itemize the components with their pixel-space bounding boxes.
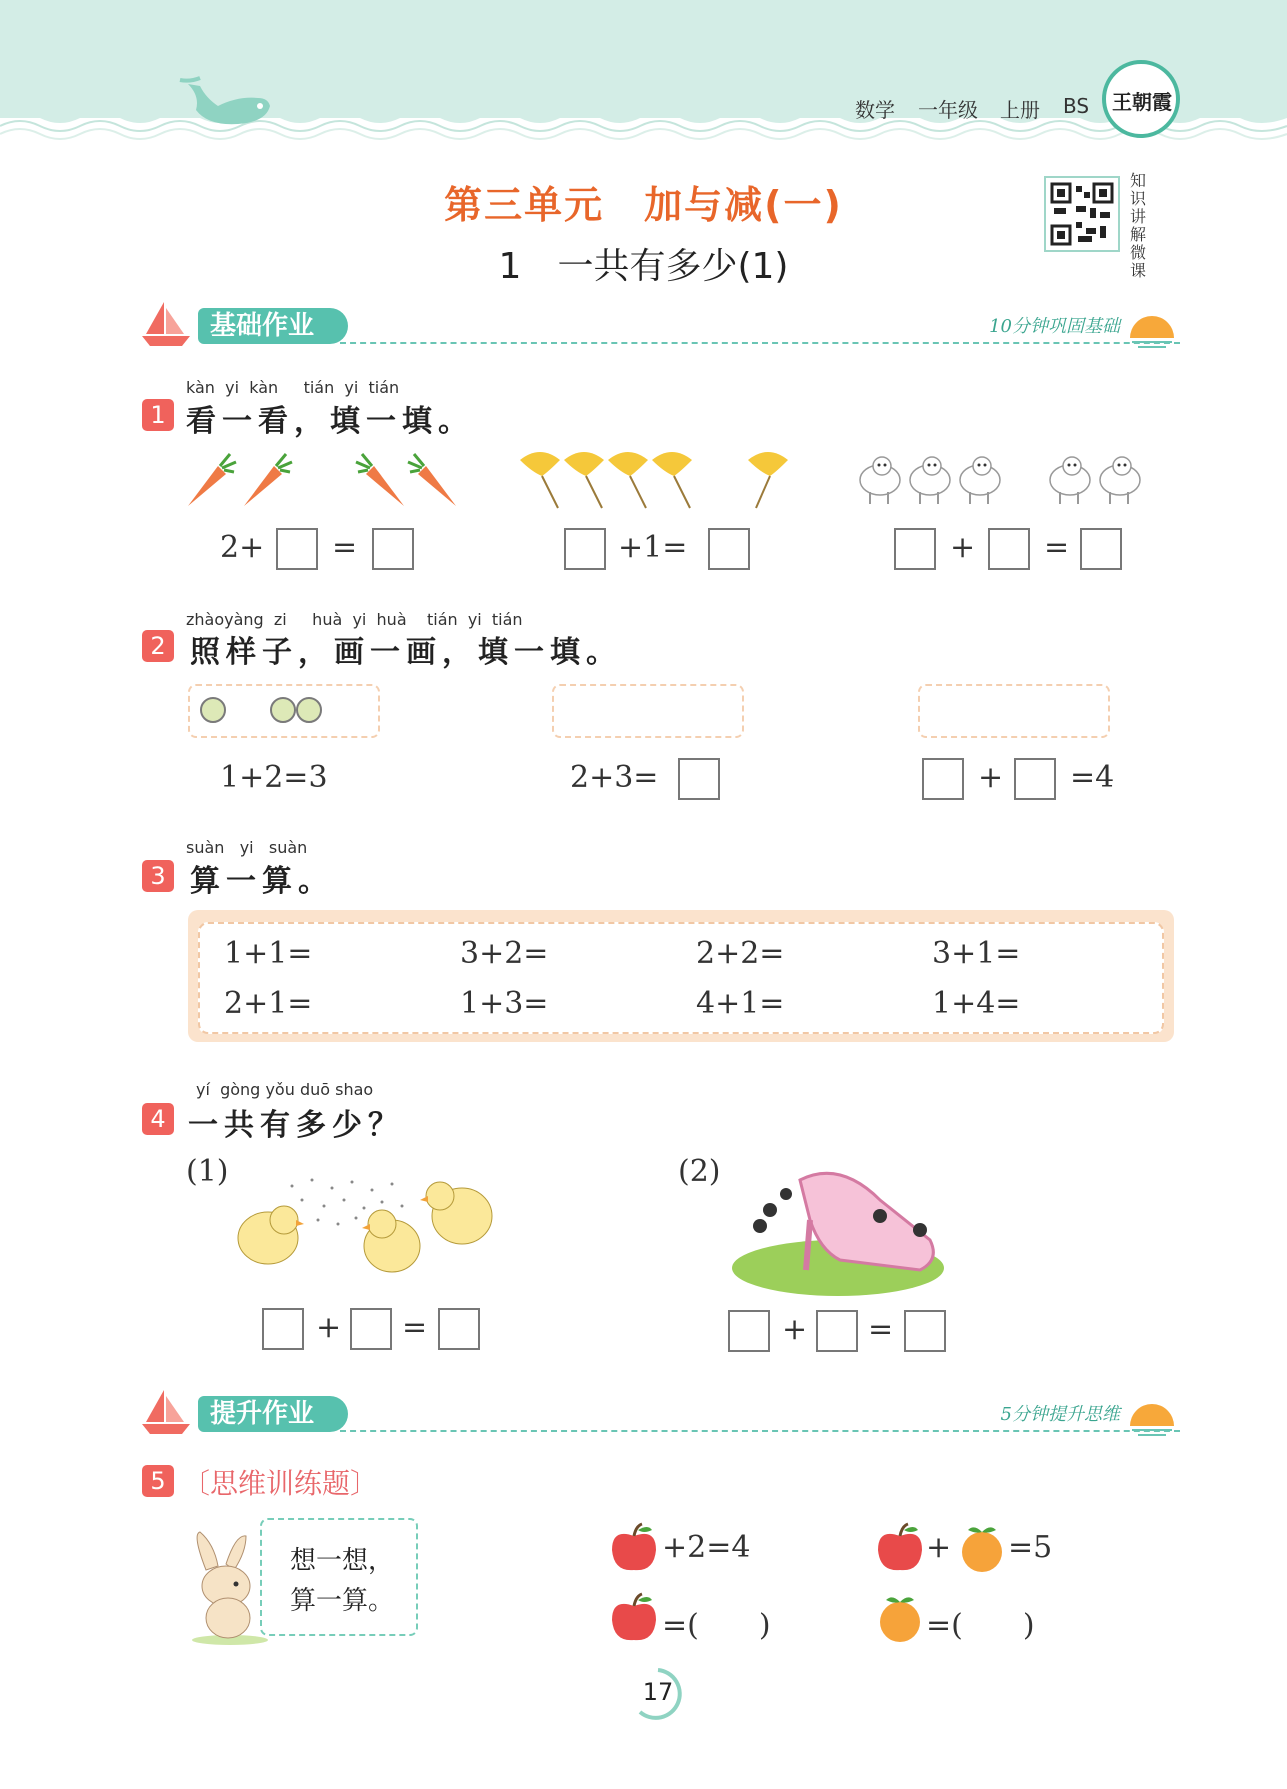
sheep-icon <box>960 457 1000 504</box>
calc-item: 1+4= <box>932 986 1021 1021</box>
header-edition: BS <box>1063 94 1090 118</box>
q2-task2-eq: 2+3= <box>570 760 659 795</box>
circle-marker <box>270 697 296 723</box>
section-divider <box>340 1430 1180 1432</box>
q1-pinyin <box>186 378 399 397</box>
apple-icon <box>874 1522 926 1574</box>
ginkgo-leaf-icon <box>564 452 604 508</box>
pinyin-syllable: shao <box>335 1080 374 1099</box>
q5-eq4[interactable]: =( ) <box>926 1608 1035 1643</box>
pinyin-syllable: gòng <box>220 1080 261 1099</box>
draw-area[interactable] <box>552 684 744 738</box>
q4-part2-plus: + <box>782 1312 808 1347</box>
draw-area[interactable] <box>918 684 1110 738</box>
draw-area-example <box>188 684 380 738</box>
calc-item: 4+1= <box>696 986 785 1021</box>
q1-number: 1 <box>142 399 174 431</box>
ginkgo-leaf-icon <box>608 452 648 508</box>
pinyin-syllable: yi <box>344 378 359 397</box>
sheep-icon <box>860 457 900 504</box>
calc-item: 1+3= <box>460 986 549 1021</box>
carrot-icon <box>356 454 404 506</box>
pinyin-syllable: kàn <box>249 378 279 397</box>
whale-icon <box>178 76 278 132</box>
q4-part1-eq: = <box>402 1310 428 1345</box>
pinyin-syllable: yi <box>352 610 367 629</box>
answer-box[interactable] <box>816 1310 858 1352</box>
pinyin-syllable: suàn <box>268 838 308 857</box>
bubble-line-1: 想一想， <box>290 1546 395 1576</box>
pinyin-syllable: zi <box>273 610 287 629</box>
chick-icon <box>362 1210 420 1272</box>
q2-instruction: 照样子，画一画，填一填。 <box>190 635 622 670</box>
pinyin-syllable: kàn <box>186 378 215 397</box>
sailboat-icon <box>140 300 192 350</box>
ants-on-shoe-picture <box>730 1160 946 1296</box>
answer-box[interactable] <box>904 1310 946 1352</box>
answer-box[interactable] <box>438 1308 480 1350</box>
brand-name: 王朝霞 <box>1112 90 1172 114</box>
q1-eq3-plus: + <box>950 530 976 565</box>
q4-instruction: 一共有多少？ <box>188 1108 404 1143</box>
sailboat-icon <box>140 1388 192 1438</box>
section-basic-note: 10分钟巩固基础 <box>989 316 1120 337</box>
answer-box[interactable] <box>1080 528 1122 570</box>
q5-eq2-plus: + <box>926 1530 952 1565</box>
ginkgo-group <box>518 448 792 512</box>
q2-example-eq: 1+2=3 <box>220 760 328 795</box>
answer-box[interactable] <box>708 528 750 570</box>
calc-item: 1+1= <box>224 936 313 971</box>
chick-icon <box>420 1182 492 1244</box>
sunset-icon <box>1124 1400 1180 1440</box>
q2-task3-end: =4 <box>1070 760 1115 795</box>
think-bubble <box>260 1518 418 1636</box>
header-volume: 上册 <box>1000 98 1040 122</box>
ginkgo-leaf-icon <box>748 452 788 508</box>
section-advanced-note: 5分钟提升思维 <box>1000 1404 1120 1425</box>
answer-box[interactable] <box>922 758 964 800</box>
q3-number: 3 <box>142 860 174 892</box>
pinyin-syllable: yi <box>225 378 240 397</box>
calc-item: 2+1= <box>224 986 313 1021</box>
chick-icon <box>238 1206 304 1264</box>
bubble-line-2: 算一算。 <box>290 1586 395 1616</box>
answer-box[interactable] <box>564 528 606 570</box>
pinyin-syllable: zhào <box>186 610 225 629</box>
calc-item: 3+2= <box>460 936 549 971</box>
pinyin-syllable: yǒu <box>265 1080 295 1099</box>
q2-number: 2 <box>142 630 174 662</box>
q4-part1-plus: + <box>316 1310 342 1345</box>
answer-box[interactable] <box>372 528 414 570</box>
sheep-group <box>856 452 1148 508</box>
q5-eq2-end: =5 <box>1008 1530 1053 1565</box>
q4-pinyin <box>196 1080 373 1099</box>
calc-item: 3+1= <box>932 936 1021 971</box>
ginkgo-leaf-icon <box>652 452 692 508</box>
section-divider <box>340 342 1180 344</box>
apple-icon <box>608 1592 660 1644</box>
header-grade: 一年级 <box>918 98 978 122</box>
pinyin-syllable: suàn <box>186 838 225 857</box>
orange-icon <box>956 1522 1008 1574</box>
carrot-icon <box>244 454 292 506</box>
pinyin-syllable: huà <box>376 610 407 629</box>
chicks-picture <box>232 1166 504 1278</box>
sheep-icon <box>1100 457 1140 504</box>
brand-logo <box>1102 60 1180 138</box>
section-advanced <box>140 1392 1180 1438</box>
q5-tag: 〔思维训练题〕 <box>182 1467 379 1500</box>
qr-label: 知识讲解微课 <box>1130 171 1147 280</box>
q1-eq1-mid: = <box>332 530 358 565</box>
pinyin-syllable: tián <box>368 378 400 397</box>
header-subject: 数学 <box>855 98 895 122</box>
q1-eq3-eq: = <box>1044 530 1070 565</box>
unit-title: 第三单元 加与减(一) <box>444 183 843 227</box>
carrot-icon <box>408 454 456 506</box>
q1-eq1-start: 2+ <box>220 530 265 565</box>
calc-item: 2+2= <box>696 936 785 971</box>
q4-number: 4 <box>142 1103 174 1135</box>
carrot-icon <box>188 454 236 506</box>
pinyin-syllable: yi <box>239 838 254 857</box>
answer-box[interactable] <box>350 1308 392 1350</box>
q1-instruction: 看一看，填一填。 <box>186 404 474 439</box>
q3-instruction: 算一算。 <box>190 864 334 899</box>
answer-box[interactable] <box>678 758 720 800</box>
page-number: 17 <box>642 1678 674 1706</box>
section-basic <box>140 304 1180 350</box>
sheep-icon <box>910 457 950 504</box>
circle-marker <box>200 697 226 723</box>
qr-code-icon[interactable] <box>1044 176 1120 252</box>
sheep-icon <box>1050 457 1090 504</box>
answer-box[interactable] <box>276 528 318 570</box>
answer-box[interactable] <box>988 528 1030 570</box>
sunset-icon <box>1124 312 1180 352</box>
q5-eq1: +2=4 <box>662 1530 751 1565</box>
pinyin-syllable: tián <box>303 378 335 397</box>
q4-part1-label: (1) <box>186 1154 229 1189</box>
q4-part2-eq: = <box>868 1312 894 1347</box>
pinyin-syllable: yí <box>196 1080 210 1099</box>
section-basic-label: 基础作业 <box>198 308 348 344</box>
circle-marker <box>296 697 322 723</box>
section-advanced-label: 提升作业 <box>198 1396 348 1432</box>
q2-task3-plus: + <box>978 760 1004 795</box>
ginkgo-leaf-icon <box>520 452 560 508</box>
q1-eq2-mid: +1= <box>618 530 688 565</box>
q5-number: 5 <box>142 1465 174 1497</box>
lesson-title: 1 一共有多少(1) <box>498 246 789 287</box>
answer-box[interactable] <box>262 1308 304 1350</box>
pinyin-syllable: tián <box>491 610 523 629</box>
answer-box[interactable] <box>894 528 936 570</box>
pinyin-syllable: duō <box>299 1080 331 1099</box>
answer-box[interactable] <box>728 1310 770 1352</box>
apple-icon <box>608 1522 660 1574</box>
pinyin-syllable: tián <box>426 610 458 629</box>
q4-part2-label: (2) <box>678 1154 721 1189</box>
q3-pinyin <box>186 838 307 857</box>
orange-icon <box>874 1592 926 1644</box>
answer-box[interactable] <box>1014 758 1056 800</box>
carrot-group <box>184 452 460 512</box>
pinyin-syllable: yi <box>467 610 482 629</box>
pinyin-syllable: huà <box>312 610 343 629</box>
pinyin-syllable: yàng <box>224 610 264 629</box>
q5-eq3[interactable]: =( ) <box>662 1608 771 1643</box>
